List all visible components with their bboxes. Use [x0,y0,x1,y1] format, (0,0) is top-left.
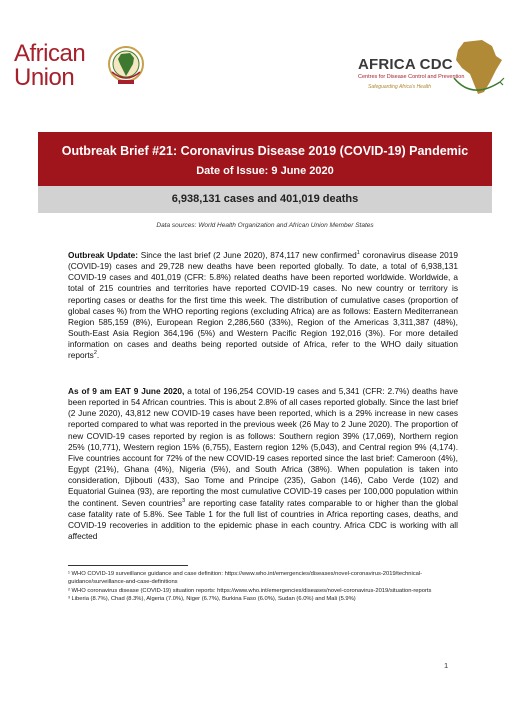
paragraph-text: are reporting case fatality rates comparable to or higher than the global case fatality rate of 5.8%. See Table 1 for the full list of countries in Africa reporting cases, deaths, and COVID-19 recoveries in addition to the epidemic phase in each country. Africa CDC is working with all affected [68,497,458,542]
footnote-divider [68,565,188,566]
paragraph-lead: As of 9 am EAT 9 June 2020, [68,386,185,396]
title-banner [38,132,492,186]
african-union-logo [14,38,144,98]
paragraph-text: coronavirus disease 2019 (COVID-19) cases and 29,728 new deaths have been reported globally. To date, a total of 6,938,131 COVID-19 cases and 401,019 (CFR: 5.8%) related deaths have been reported worldwide. Worldwide, a total of 215 countries and territories have reported COVID-19 cases. No new country or territory is reporting cases or deaths for the first time this week. The distribution of cumulative cases (proportion of global cases %) from the WHO reporting regions (excluding Africa) are as follows: Eastern Mediterranean Region 585,159 (8%), European Region 2,286,560 (33%), Region of the Americas 3,311,387 (48%), South-East Asia Region 364,196 (5%) and Western Pacific Region 192,016 (3%). For more detailed information on cases and deaths being reported outside of Africa, refer to the WHO daily situation reports [68,250,459,361]
paragraph-text: Since the last brief (2 June 2020), 874,117 new confirmed [138,250,357,260]
cdc-title: AFRICA CDC [358,56,453,73]
footnote-ref[interactable]: 3 [182,497,186,504]
africa-update-paragraph [68,386,458,542]
document-header [0,0,530,118]
footnote-ref[interactable]: 2 [93,350,97,357]
footnote-1: ¹ WHO COVID-19 surveillance guidance and case definition: https://www.who.int/emergencies/diseases/novel-coronavirus-2019/technical-guidance/surveillance-and-case-definitions [68,571,423,585]
cdc-subtitle: Centres for Disease Control and Prevention [358,74,465,80]
footnotes [68,570,468,604]
brief-title: Outbreak Brief #21: Coronavirus Disease 2019 (COVID-19) Pandemic [61,144,469,158]
cases-summary-bar [38,186,492,213]
cases-summary: 6,938,131 cases and 401,019 deaths [171,193,359,205]
au-emblem-icon [106,44,146,86]
issue-date: Date of Issue: 9 June 2020 [196,165,334,177]
cdc-tagline: Safeguarding Africa's Health [368,84,432,90]
africa-cdc-logo [358,38,508,100]
paragraph-text: a total of 196,254 COVID-19 cases and 5,341 (CFR: 2.7%) deaths have been reported in 54 African countries. This is about 2.8% of all cases reported globally. Since the last brief (2 June 2020), 43,812 new COVID-19 cases have been reported, which is a 29% increase in new cases reported compared to what was reported in the previous week (26 May to 2 June 2020). The proportion of new COVID-19 cases reported by region is as follows: Southern region 39% (17,069), Northern region 25% (10,771), Western region 15% (6,755), Eastern region 12% (5,043), and Central region 9% (4,174). Five countries account for 72% of the new COVID-19 cases reported since the last brief: Cameroon (4%), Egypt (21%), Ghana (4%), Nigeria (5%), and South Africa (38%). When population is taken into consideration, Djibouti (433), Sao Tome and Principe (235), Gabon (146), Cabo Verde (102) and Equatorial Guinea (93), are reporting the most cumulative COVID-19 cases per 100,000 population within the continent. Seven countries [68,386,458,508]
footnote-3: ³ Liberia (8.7%), Chad (8.3%), Algeria (7.0%), Niger (6.7%), Burkina Faso (6.0%), Sudan (6.0%) and Mali (5.9%) [68,596,356,602]
footnote-ref[interactable]: 1 [356,250,360,257]
africa-map-icon [450,38,506,98]
paragraph-lead: Outbreak Update: [68,250,139,260]
page-number: 1 [444,661,449,670]
outbreak-update-paragraph [68,250,458,362]
paragraph-text: . [96,350,100,361]
au-logo-line2: Union [14,64,75,91]
data-sources: Data sources: World Health Organization and African Union Member States [156,222,374,229]
footnote-2: ² WHO coronavirus disease (COVID-19) situation reports: https://www.who.int/emergencies/diseases/novel-coronavirus-2019/situation-reports [68,587,432,594]
au-logo-line1: African [14,40,86,67]
au-logo-text [14,42,85,90]
